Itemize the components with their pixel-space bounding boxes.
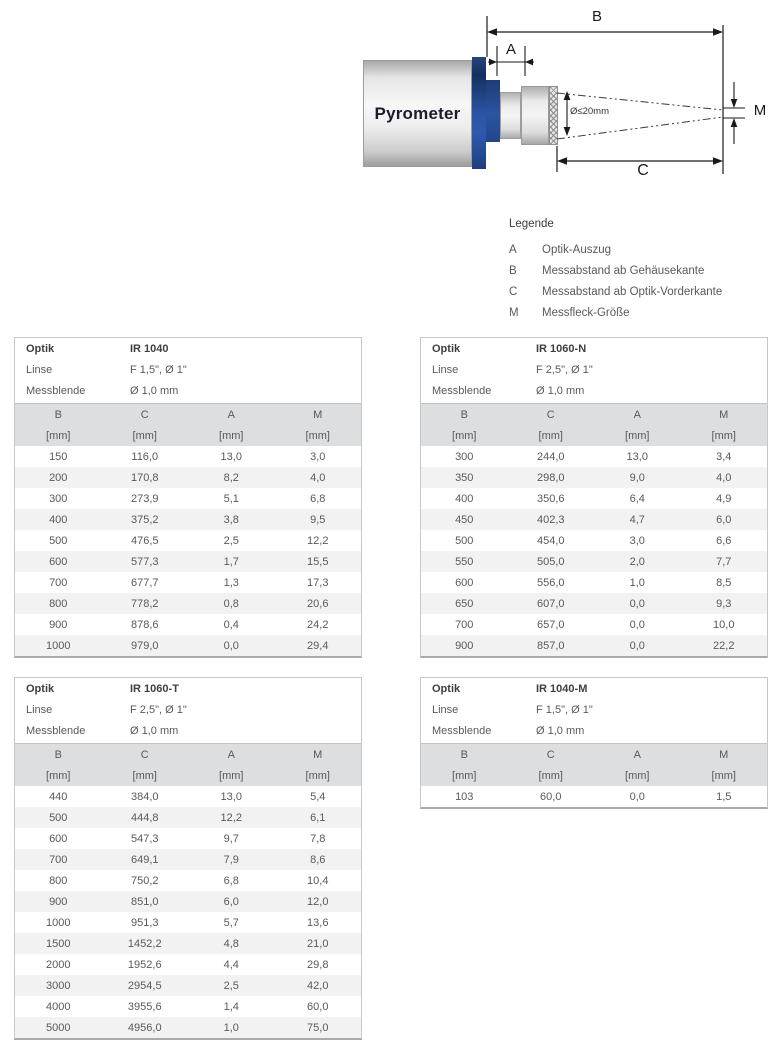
table-cell: 476,5 <box>130 534 159 547</box>
column-unit: [mm] <box>305 429 330 442</box>
column-unit: [mm] <box>46 429 71 442</box>
table-cell: 505,0 <box>536 555 565 568</box>
table-cell: 800 <box>49 597 68 610</box>
table-cell: 4,4 <box>223 958 239 971</box>
info-label: Messblende <box>432 724 492 737</box>
table-row <box>421 786 767 807</box>
table-cell: 500 <box>49 534 68 547</box>
table-row <box>15 954 361 975</box>
optics-table-ir-1060-n <box>420 337 768 658</box>
table-cell: 6,0 <box>223 895 239 908</box>
table-cell: 600 <box>455 576 474 589</box>
table-cell: 750,2 <box>130 874 159 887</box>
info-label: Linse <box>432 363 459 376</box>
table-info-row <box>15 338 361 359</box>
table-cell: 60,0 <box>540 790 562 803</box>
table-cell: 1,0 <box>223 1021 239 1034</box>
table-cell: 20,6 <box>307 597 329 610</box>
table-row <box>421 635 767 656</box>
table-cell: 700 <box>49 576 68 589</box>
table-cell: 951,3 <box>130 916 159 929</box>
table-cell: 8,6 <box>310 853 326 866</box>
table-cell: 29,4 <box>307 639 329 652</box>
table-cell: 4,7 <box>629 513 645 526</box>
table-info-row <box>421 359 767 380</box>
dimension-label-b: B <box>591 8 602 25</box>
column-letter-row <box>15 404 361 425</box>
column-unit: [mm] <box>452 429 477 442</box>
column-unit: [mm] <box>538 429 563 442</box>
table-cell: 851,0 <box>130 895 159 908</box>
table-cell: 7,8 <box>310 832 326 845</box>
table-row <box>15 786 361 807</box>
table-cell: 5,7 <box>223 916 239 929</box>
table-row <box>421 593 767 614</box>
table-cell: 500 <box>49 811 68 824</box>
table-row <box>15 975 361 996</box>
table-cell: 170,8 <box>130 471 159 484</box>
table-cell: 600 <box>49 555 68 568</box>
dimension-label-m: M <box>753 102 767 119</box>
table-cell: 1,5 <box>716 790 732 803</box>
table-row <box>15 467 361 488</box>
column-header: M <box>313 748 323 761</box>
column-header: A <box>227 408 235 421</box>
legend-item-key: A <box>509 243 517 256</box>
table-info-row <box>421 699 767 720</box>
table-cell: 400 <box>455 492 474 505</box>
table-cell: 7,9 <box>223 853 239 866</box>
column-header: C <box>140 408 149 421</box>
table-row <box>15 446 361 467</box>
table-cell: 13,0 <box>626 450 648 463</box>
table-cell: 878,6 <box>130 618 159 631</box>
info-value: IR 1060-T <box>130 682 179 695</box>
info-value: Ø 1,0 mm <box>130 724 179 737</box>
table-cell: 22,2 <box>713 639 735 652</box>
table-cell: 200 <box>49 471 68 484</box>
table-cell: 0,0 <box>629 639 645 652</box>
table-column-headers <box>421 743 767 786</box>
table-cell: 547,3 <box>130 832 159 845</box>
table-body <box>15 446 361 656</box>
table-cell: 402,3 <box>536 513 565 526</box>
table-cell: 400 <box>49 513 68 526</box>
table-cell: 9,0 <box>629 471 645 484</box>
legend-item <box>509 302 781 323</box>
table-cell: 657,0 <box>536 618 565 631</box>
table-cell: 298,0 <box>536 471 565 484</box>
table-info <box>15 338 361 401</box>
table-cell: 649,1 <box>130 853 159 866</box>
table-cell: 600 <box>49 832 68 845</box>
table-cell: 12,2 <box>307 534 329 547</box>
column-unit: [mm] <box>711 429 736 442</box>
table-row <box>15 572 361 593</box>
table-row <box>15 996 361 1017</box>
info-value: F 1,5", Ø 1" <box>130 363 187 376</box>
table-cell: 9,7 <box>223 832 239 845</box>
info-value: F 1,5", Ø 1" <box>536 703 593 716</box>
table-cell: 4,8 <box>223 937 239 950</box>
table-cell: 0,0 <box>629 597 645 610</box>
table-cell: 556,0 <box>536 576 565 589</box>
table-body <box>421 786 767 807</box>
table-cell: 24,2 <box>307 618 329 631</box>
column-header: C <box>140 748 149 761</box>
info-label: Messblende <box>26 384 86 397</box>
table-cell: 12,2 <box>220 811 242 824</box>
table-row <box>15 849 361 870</box>
table-cell: 444,8 <box>130 811 159 824</box>
info-label: Optik <box>432 342 461 355</box>
column-header: C <box>546 748 555 761</box>
pyrometer-optics-diagram <box>360 0 781 200</box>
column-unit: [mm] <box>219 429 244 442</box>
legend-item <box>509 260 781 281</box>
column-unit-row <box>421 425 767 446</box>
table-cell: 0,0 <box>629 790 645 803</box>
table-cell: 5000 <box>46 1021 71 1034</box>
table-cell: 450 <box>455 513 474 526</box>
column-unit: [mm] <box>711 769 736 782</box>
column-letter-row <box>421 744 767 765</box>
table-cell: 2,0 <box>629 555 645 568</box>
table-cell: 800 <box>49 874 68 887</box>
dimension-label-a: A <box>505 41 516 58</box>
column-unit: [mm] <box>46 769 71 782</box>
column-unit: [mm] <box>538 769 563 782</box>
table-row <box>15 488 361 509</box>
table-row <box>15 551 361 572</box>
table-cell: 9,3 <box>716 597 732 610</box>
legend-item-key: B <box>509 264 517 277</box>
table-cell: 1500 <box>46 937 71 950</box>
table-cell: 577,3 <box>130 555 159 568</box>
legend-title: Legende <box>509 218 554 230</box>
table-info <box>421 338 767 401</box>
table-cell: 0,0 <box>223 639 239 652</box>
table-cell: 6,8 <box>223 874 239 887</box>
pyrometer-housing-label: Pyrometer <box>374 103 461 123</box>
column-header: M <box>313 408 323 421</box>
legend-items <box>509 239 781 323</box>
table-cell: 3,0 <box>629 534 645 547</box>
table-column-headers <box>15 403 361 446</box>
table-row <box>421 446 767 467</box>
table-row <box>421 467 767 488</box>
table-cell: 3,0 <box>310 450 326 463</box>
column-unit: [mm] <box>219 769 244 782</box>
table-cell: 3955,6 <box>127 1000 162 1013</box>
table-cell: 4,0 <box>716 471 732 484</box>
table-cell: 2,5 <box>223 979 239 992</box>
table-row <box>15 509 361 530</box>
table-cell: 384,0 <box>130 790 159 803</box>
table-cell: 6,6 <box>716 534 732 547</box>
table-cell: 4000 <box>46 1000 71 1013</box>
table-cell: 6,1 <box>310 811 326 824</box>
legend-item-text: Messabstand ab Gehäusekante <box>542 264 705 277</box>
m-dimension <box>723 82 745 144</box>
table-cell: 6,0 <box>716 513 732 526</box>
table-cell: 454,0 <box>536 534 565 547</box>
table-cell: 13,0 <box>220 790 242 803</box>
table-cell: 13,0 <box>220 450 242 463</box>
table-cell: 29,8 <box>307 958 329 971</box>
table-row <box>421 551 767 572</box>
table-cell: 300 <box>455 450 474 463</box>
info-label: Linse <box>26 363 53 376</box>
table-cell: 8,2 <box>223 471 239 484</box>
legend-item-text: Messabstand ab Optik-Vorderkante <box>542 285 723 298</box>
table-row <box>421 572 767 593</box>
table-cell: 15,5 <box>307 555 329 568</box>
info-label: Messblende <box>26 724 86 737</box>
table-cell: 21,0 <box>307 937 329 950</box>
column-header: A <box>227 748 235 761</box>
info-label: Optik <box>432 682 461 695</box>
table-cell: 42,0 <box>307 979 329 992</box>
table-cell: 3,8 <box>223 513 239 526</box>
column-header: A <box>633 408 641 421</box>
table-cell: 500 <box>455 534 474 547</box>
table-cell: 1000 <box>46 639 71 652</box>
column-unit-row <box>15 425 361 446</box>
table-info-row <box>421 678 767 699</box>
legend-item-text: Optik-Auszug <box>542 243 612 256</box>
table-row <box>15 1017 361 1038</box>
legend-item <box>509 281 781 302</box>
info-label: Optik <box>26 342 55 355</box>
table-cell: 550 <box>455 555 474 568</box>
dimension-overlay <box>360 0 781 200</box>
table-cell: 1,7 <box>223 555 239 568</box>
table-row <box>15 933 361 954</box>
column-header: M <box>719 408 729 421</box>
table-cell: 440 <box>49 790 68 803</box>
table-row <box>15 593 361 614</box>
table-row <box>421 530 767 551</box>
table-cell: 0,4 <box>223 618 239 631</box>
table-cell: 4,0 <box>310 471 326 484</box>
column-unit: [mm] <box>625 429 650 442</box>
table-cell: 5,1 <box>223 492 239 505</box>
column-header: B <box>54 748 62 761</box>
legend-item-key: M <box>509 306 519 319</box>
table-info-row <box>15 380 361 401</box>
table-cell: 12,0 <box>307 895 329 908</box>
info-value: F 2,5", Ø 1" <box>536 363 593 376</box>
column-unit: [mm] <box>132 429 157 442</box>
table-column-headers <box>421 403 767 446</box>
column-unit: [mm] <box>625 769 650 782</box>
table-cell: 1952,6 <box>127 958 162 971</box>
column-header: B <box>460 408 468 421</box>
info-value: IR 1060-N <box>536 342 587 355</box>
column-unit-row <box>421 765 767 786</box>
table-cell: 900 <box>49 895 68 908</box>
table-info <box>15 678 361 741</box>
b-dimension <box>487 16 723 174</box>
table-row <box>421 509 767 530</box>
legend-item-text: Messfleck-Größe <box>542 306 630 319</box>
table-cell: 9,5 <box>310 513 326 526</box>
table-cell: 900 <box>455 639 474 652</box>
column-unit: [mm] <box>305 769 330 782</box>
table-cell: 5,4 <box>310 790 326 803</box>
table-cell: 116,0 <box>131 450 159 463</box>
table-cell: 60,0 <box>307 1000 329 1013</box>
table-column-headers <box>15 743 361 786</box>
table-cell: 650 <box>455 597 474 610</box>
info-label: Linse <box>26 703 53 716</box>
table-cell: 700 <box>455 618 474 631</box>
table-cell: 900 <box>49 618 68 631</box>
table-cell: 13,6 <box>307 916 329 929</box>
table-cell: 2,5 <box>223 534 239 547</box>
table-cell: 2954,5 <box>127 979 162 992</box>
table-cell: 4956,0 <box>127 1021 162 1034</box>
legend-item <box>509 239 781 260</box>
table-row <box>15 828 361 849</box>
table-row <box>15 635 361 656</box>
table-cell: 2000 <box>46 958 71 971</box>
column-header: B <box>54 408 62 421</box>
column-unit-row <box>15 765 361 786</box>
table-row <box>421 614 767 635</box>
table-info-row <box>15 678 361 699</box>
table-cell: 103 <box>455 790 474 803</box>
legend <box>509 218 781 323</box>
info-value: IR 1040 <box>130 342 169 355</box>
table-cell: 10,0 <box>713 618 735 631</box>
table-row <box>15 891 361 912</box>
info-value: Ø 1,0 mm <box>536 724 585 737</box>
table-cell: 273,9 <box>130 492 159 505</box>
column-letter-row <box>15 744 361 765</box>
table-cell: 1000 <box>46 916 71 929</box>
table-cell: 0,0 <box>629 618 645 631</box>
table-info <box>421 678 767 741</box>
column-header: C <box>546 408 555 421</box>
column-header: B <box>460 748 468 761</box>
table-cell: 607,0 <box>536 597 565 610</box>
table-cell: 300 <box>49 492 68 505</box>
table-cell: 3,4 <box>716 450 732 463</box>
table-row <box>15 614 361 635</box>
table-info-row <box>421 720 767 741</box>
info-value: IR 1040-M <box>536 682 588 695</box>
column-header: M <box>719 748 729 761</box>
info-value: F 2,5", Ø 1" <box>130 703 187 716</box>
table-cell: 350,6 <box>536 492 565 505</box>
table-cell: 979,0 <box>130 639 159 652</box>
info-value: Ø 1,0 mm <box>130 384 179 397</box>
table-cell: 6,8 <box>310 492 326 505</box>
table-cell: 1,0 <box>629 576 645 589</box>
info-value: Ø 1,0 mm <box>536 384 585 397</box>
table-info-row <box>15 359 361 380</box>
table-info-row <box>421 380 767 401</box>
table-cell: 7,7 <box>716 555 732 568</box>
table-cell: 700 <box>49 853 68 866</box>
table-row <box>15 912 361 933</box>
table-cell: 778,2 <box>130 597 159 610</box>
column-header: A <box>633 748 641 761</box>
table-row <box>15 807 361 828</box>
table-cell: 10,4 <box>307 874 329 887</box>
table-cell: 4,9 <box>716 492 732 505</box>
table-info-row <box>15 720 361 741</box>
table-body <box>15 786 361 1038</box>
table-body <box>421 446 767 656</box>
aperture-size-label: Ø≤20mm <box>570 106 609 117</box>
table-row <box>15 870 361 891</box>
column-letter-row <box>421 404 767 425</box>
column-unit: [mm] <box>452 769 477 782</box>
dimension-label-c: C <box>637 162 649 179</box>
optics-table-ir-1040-m <box>420 677 768 809</box>
table-cell: 150 <box>49 450 68 463</box>
table-row <box>421 488 767 509</box>
table-cell: 3000 <box>46 979 71 992</box>
table-cell: 677,7 <box>130 576 159 589</box>
table-cell: 375,2 <box>130 513 159 526</box>
table-info-row <box>421 338 767 359</box>
table-cell: 857,0 <box>536 639 565 652</box>
table-cell: 8,5 <box>716 576 732 589</box>
table-cell: 0,8 <box>223 597 239 610</box>
info-label: Messblende <box>432 384 492 397</box>
optics-table-ir-1040 <box>14 337 362 658</box>
table-cell: 350 <box>455 471 474 484</box>
optics-table-ir-1060-t <box>14 677 362 1040</box>
table-info-row <box>15 699 361 720</box>
info-label: Linse <box>432 703 459 716</box>
table-cell: 1452,2 <box>127 937 162 950</box>
info-label: Optik <box>26 682 55 695</box>
legend-item-key: C <box>509 285 518 298</box>
table-cell: 244,0 <box>536 450 565 463</box>
table-row <box>15 530 361 551</box>
table-cell: 1,4 <box>223 1000 239 1013</box>
table-cell: 17,3 <box>307 576 329 589</box>
table-cell: 75,0 <box>307 1021 329 1034</box>
table-cell: 1,3 <box>223 576 239 589</box>
table-cell: 6,4 <box>629 492 645 505</box>
column-unit: [mm] <box>132 769 157 782</box>
